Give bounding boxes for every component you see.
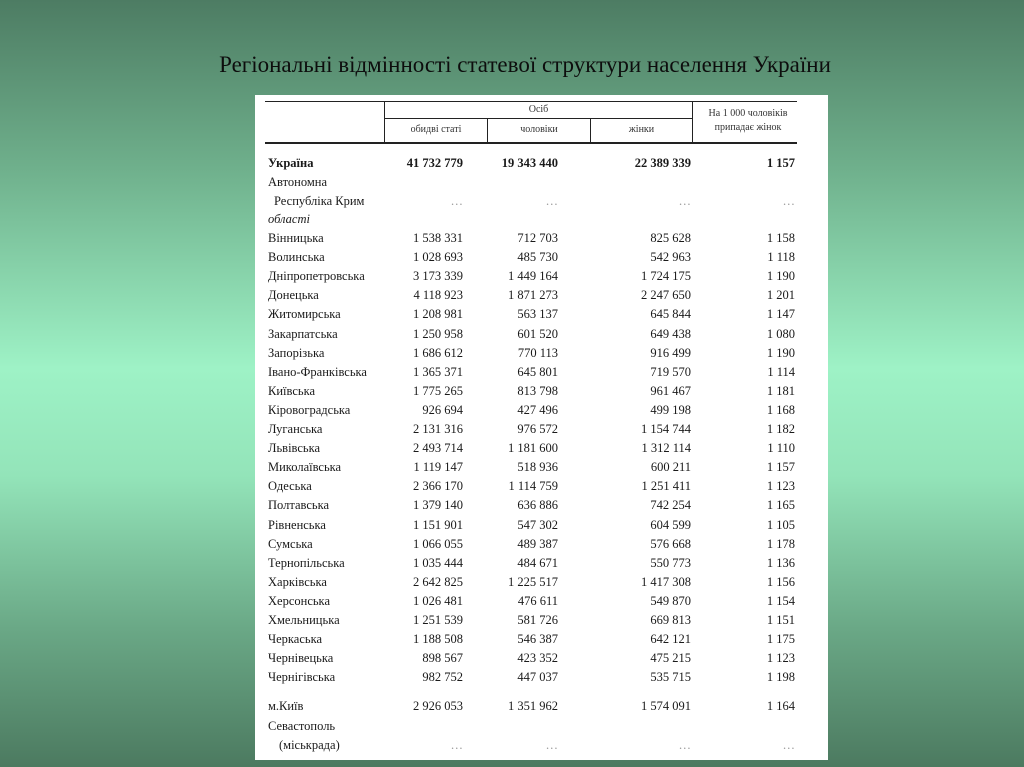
cell-ratio: 1 181 <box>766 383 795 398</box>
cell-ratio: 1 156 <box>766 574 795 589</box>
row-label: області <box>268 212 310 226</box>
cell-ratio: 1 182 <box>766 422 795 436</box>
cell-women: 499 198 <box>650 402 691 417</box>
cell-women: 1 574 091 <box>641 699 691 713</box>
cell-men: … <box>545 738 558 752</box>
row-label: Кіровоградська <box>268 402 351 417</box>
cell-men: 1 225 517 <box>508 574 558 589</box>
row-label: Хмельницька <box>268 613 340 627</box>
cell-men: 712 703 <box>517 231 558 245</box>
cell-women: 649 438 <box>650 326 691 341</box>
row-label: Запорізька <box>268 345 325 360</box>
cell-women: 22 389 339 <box>634 156 691 170</box>
header-both-sexes: обидві статі <box>410 124 462 135</box>
cell-men: 489 387 <box>517 536 558 551</box>
cell-men: 485 730 <box>517 250 558 265</box>
cell-women: 916 499 <box>650 345 691 360</box>
table-row <box>255 537 828 556</box>
cell-women: 825 628 <box>650 231 691 245</box>
cell-both-sexes: 2 493 714 <box>413 441 463 456</box>
cell-both-sexes: 1 686 612 <box>413 345 463 360</box>
cell-men: 581 726 <box>517 613 558 627</box>
cell-men: 976 572 <box>517 422 558 436</box>
cell-both-sexes: 1 250 958 <box>413 326 463 341</box>
row-label: Черкаська <box>268 632 323 647</box>
table-row <box>255 479 828 498</box>
row-label: Івано-Франківська <box>268 364 367 379</box>
cell-both-sexes: … <box>450 738 463 752</box>
cell-men: 1 114 759 <box>508 479 558 494</box>
table-row <box>255 613 828 632</box>
cell-men: 813 798 <box>517 383 558 398</box>
cell-men: 447 037 <box>517 670 558 685</box>
cell-women: 1 312 114 <box>641 441 691 456</box>
cell-ratio: 1 154 <box>766 593 795 608</box>
table-row <box>255 250 828 269</box>
cell-ratio: 1 157 <box>766 460 795 475</box>
cell-both-sexes: 1 208 981 <box>413 307 463 322</box>
row-label: Львівська <box>268 441 321 456</box>
cell-ratio: 1 165 <box>766 498 795 513</box>
cell-both-sexes: 1 775 265 <box>413 383 463 398</box>
cell-men: 770 113 <box>517 345 558 360</box>
cell-men: 423 352 <box>517 651 558 666</box>
table-row <box>255 269 828 288</box>
cell-women: 1 417 308 <box>641 574 691 589</box>
row-label: Республіка Крим <box>274 194 365 208</box>
cell-ratio: 1 147 <box>766 307 795 322</box>
table-row <box>255 632 828 651</box>
row-label: Полтавська <box>268 498 330 513</box>
row-label: Донецька <box>268 288 319 303</box>
cell-both-sexes: 898 567 <box>422 651 463 666</box>
row-label: Сумська <box>268 536 313 551</box>
row-label: Одеська <box>268 479 312 494</box>
cell-ratio: 1 175 <box>766 632 795 647</box>
cell-ratio: 1 198 <box>766 670 795 685</box>
cell-women: 669 813 <box>650 613 691 627</box>
row-label: (міськрада) <box>279 738 340 752</box>
cell-both-sexes: 926 694 <box>422 402 463 417</box>
cell-both-sexes: 1 538 331 <box>413 231 463 245</box>
cell-ratio: 1 151 <box>766 613 795 627</box>
table-row <box>255 556 828 575</box>
row-label: Дніпропетровська <box>268 269 365 284</box>
table-row-crimea <box>255 194 828 213</box>
table-row-sevastopol <box>255 738 828 757</box>
slide-title: Регіональні відмінності статевої структури населення України <box>219 52 831 77</box>
cell-both-sexes: 1 188 508 <box>413 632 463 647</box>
row-label: Закарпатська <box>268 326 338 341</box>
cell-both-sexes: … <box>450 194 463 208</box>
cell-women: 742 254 <box>650 498 691 513</box>
cell-men: 427 496 <box>517 402 558 417</box>
cell-ratio: … <box>782 194 795 208</box>
table-top-rule <box>265 101 797 102</box>
cell-women: 642 121 <box>650 632 691 647</box>
cell-women: 475 215 <box>650 651 691 666</box>
cell-women: 549 870 <box>650 593 691 608</box>
cell-both-sexes: 1 151 901 <box>413 517 463 532</box>
header-men: чоловіки <box>520 124 558 135</box>
cell-both-sexes: 1 365 371 <box>413 364 463 379</box>
row-label: Рівненська <box>268 517 326 532</box>
cell-ratio: 1 123 <box>766 651 795 666</box>
row-label: Україна <box>268 156 314 170</box>
row-label: Київська <box>268 383 316 398</box>
population-table <box>255 95 828 760</box>
cell-women: 1 154 744 <box>641 422 691 436</box>
cell-women: 600 211 <box>650 460 691 475</box>
cell-ratio: 1 136 <box>766 555 795 570</box>
cell-men: 1 351 962 <box>508 699 558 713</box>
cell-ratio: 1 114 <box>767 364 795 379</box>
header-ratio-line1: На 1 000 чоловіків <box>708 108 788 119</box>
cell-women: 1 724 175 <box>641 269 691 284</box>
cell-both-sexes: 1 035 444 <box>413 555 463 570</box>
cell-men: 546 387 <box>517 632 558 647</box>
row-label: Волинська <box>268 250 325 265</box>
cell-men: 1 871 273 <box>508 288 558 303</box>
cell-men: 476 611 <box>517 593 558 608</box>
table-row <box>255 498 828 517</box>
cell-men: … <box>545 194 558 208</box>
row-label: Тернопільська <box>268 555 345 570</box>
cell-ratio: 1 168 <box>766 402 795 417</box>
cell-ratio: 1 157 <box>766 156 795 170</box>
cell-women: 604 599 <box>650 517 691 532</box>
cell-both-sexes: 1 066 055 <box>413 536 463 551</box>
row-label: Чернігівська <box>268 670 336 685</box>
cell-women: 535 715 <box>650 670 691 685</box>
cell-ratio: 1 201 <box>766 288 795 303</box>
cell-both-sexes: 2 131 316 <box>413 422 463 436</box>
row-label: м.Київ <box>268 699 304 713</box>
table-row <box>255 307 828 326</box>
row-label: Вінницька <box>268 231 324 245</box>
table-row <box>255 651 828 670</box>
table-row <box>255 288 828 307</box>
cell-men: 19 343 440 <box>501 156 558 170</box>
cell-ratio: … <box>782 738 795 752</box>
cell-women: … <box>678 738 691 752</box>
table-row <box>255 327 828 346</box>
cell-men: 636 886 <box>517 498 558 513</box>
cell-women: 576 668 <box>650 536 691 551</box>
cell-ratio: 1 118 <box>767 250 795 265</box>
cell-men: 518 936 <box>517 460 558 475</box>
cell-men: 1 181 600 <box>508 441 558 456</box>
cell-ratio: 1 158 <box>766 231 795 245</box>
cell-ratio: 1 080 <box>766 326 795 341</box>
header-bottom-rule <box>265 142 797 144</box>
cell-ratio: 1 164 <box>766 699 795 713</box>
cell-ratio: 1 190 <box>766 345 795 360</box>
table-row <box>255 518 828 537</box>
row-label: Житомирська <box>268 307 341 322</box>
cell-both-sexes: 1 119 147 <box>413 460 463 475</box>
table-row <box>255 460 828 479</box>
header-group-persons: Осіб <box>528 104 549 115</box>
cell-women: 719 570 <box>650 364 691 379</box>
cell-both-sexes: 2 926 053 <box>413 699 463 713</box>
cell-women: 961 467 <box>650 383 691 398</box>
cell-women: 542 963 <box>650 250 691 265</box>
table-row-crimea-label <box>255 175 828 194</box>
header-women: жінки <box>628 124 655 135</box>
table-row-ukraine <box>255 156 828 175</box>
header-ratio-line2: припадає жінок <box>714 122 782 133</box>
group-header-rule <box>385 118 692 119</box>
cell-both-sexes: 1 379 140 <box>413 498 463 513</box>
table-row <box>255 346 828 365</box>
cell-ratio: 1 110 <box>767 441 795 456</box>
cell-men: 601 520 <box>517 326 558 341</box>
cell-ratio: 1 123 <box>766 479 795 494</box>
cell-ratio: 1 105 <box>766 517 795 532</box>
table-row <box>255 422 828 441</box>
table-row <box>255 575 828 594</box>
cell-both-sexes: 2 642 825 <box>413 574 463 589</box>
table-row <box>255 670 828 689</box>
cell-men: 563 137 <box>517 307 558 322</box>
table-row <box>255 441 828 460</box>
cell-women: … <box>678 194 691 208</box>
cell-women: 645 844 <box>650 307 691 322</box>
table-row <box>255 384 828 403</box>
cell-both-sexes: 982 752 <box>422 670 463 685</box>
row-label: Севастополь <box>268 719 336 733</box>
cell-both-sexes: 1 251 539 <box>413 613 463 627</box>
cell-ratio: 1 178 <box>766 536 795 551</box>
cell-both-sexes: 3 173 339 <box>413 269 463 284</box>
table-row <box>255 594 828 613</box>
cell-ratio: 1 190 <box>766 269 795 284</box>
cell-women: 550 773 <box>650 555 691 570</box>
cell-both-sexes: 1 026 481 <box>413 593 463 608</box>
cell-both-sexes: 1 028 693 <box>413 250 463 265</box>
row-label: Херсонська <box>268 593 330 608</box>
row-label: Луганська <box>268 422 323 436</box>
cell-men: 547 302 <box>517 517 558 532</box>
row-label: Автономна <box>268 175 328 189</box>
cell-both-sexes: 4 118 923 <box>413 288 463 303</box>
row-label: Миколаївська <box>268 460 342 475</box>
cell-both-sexes: 41 732 779 <box>406 156 463 170</box>
cell-both-sexes: 2 366 170 <box>413 479 463 494</box>
cell-men: 484 671 <box>517 555 558 570</box>
cell-men: 1 449 164 <box>508 269 558 284</box>
cell-women: 1 251 411 <box>641 479 691 494</box>
table-row <box>255 231 828 250</box>
row-label: Чернівецька <box>268 651 334 666</box>
row-label: Харківська <box>268 574 327 589</box>
table-row-sevastopol-label <box>255 719 828 738</box>
cell-women: 2 247 650 <box>641 288 691 303</box>
table-row <box>255 403 828 422</box>
table-row-kyiv <box>255 699 828 718</box>
cell-men: 645 801 <box>517 364 558 379</box>
section-label-oblasti <box>255 212 828 231</box>
table-row <box>255 365 828 384</box>
